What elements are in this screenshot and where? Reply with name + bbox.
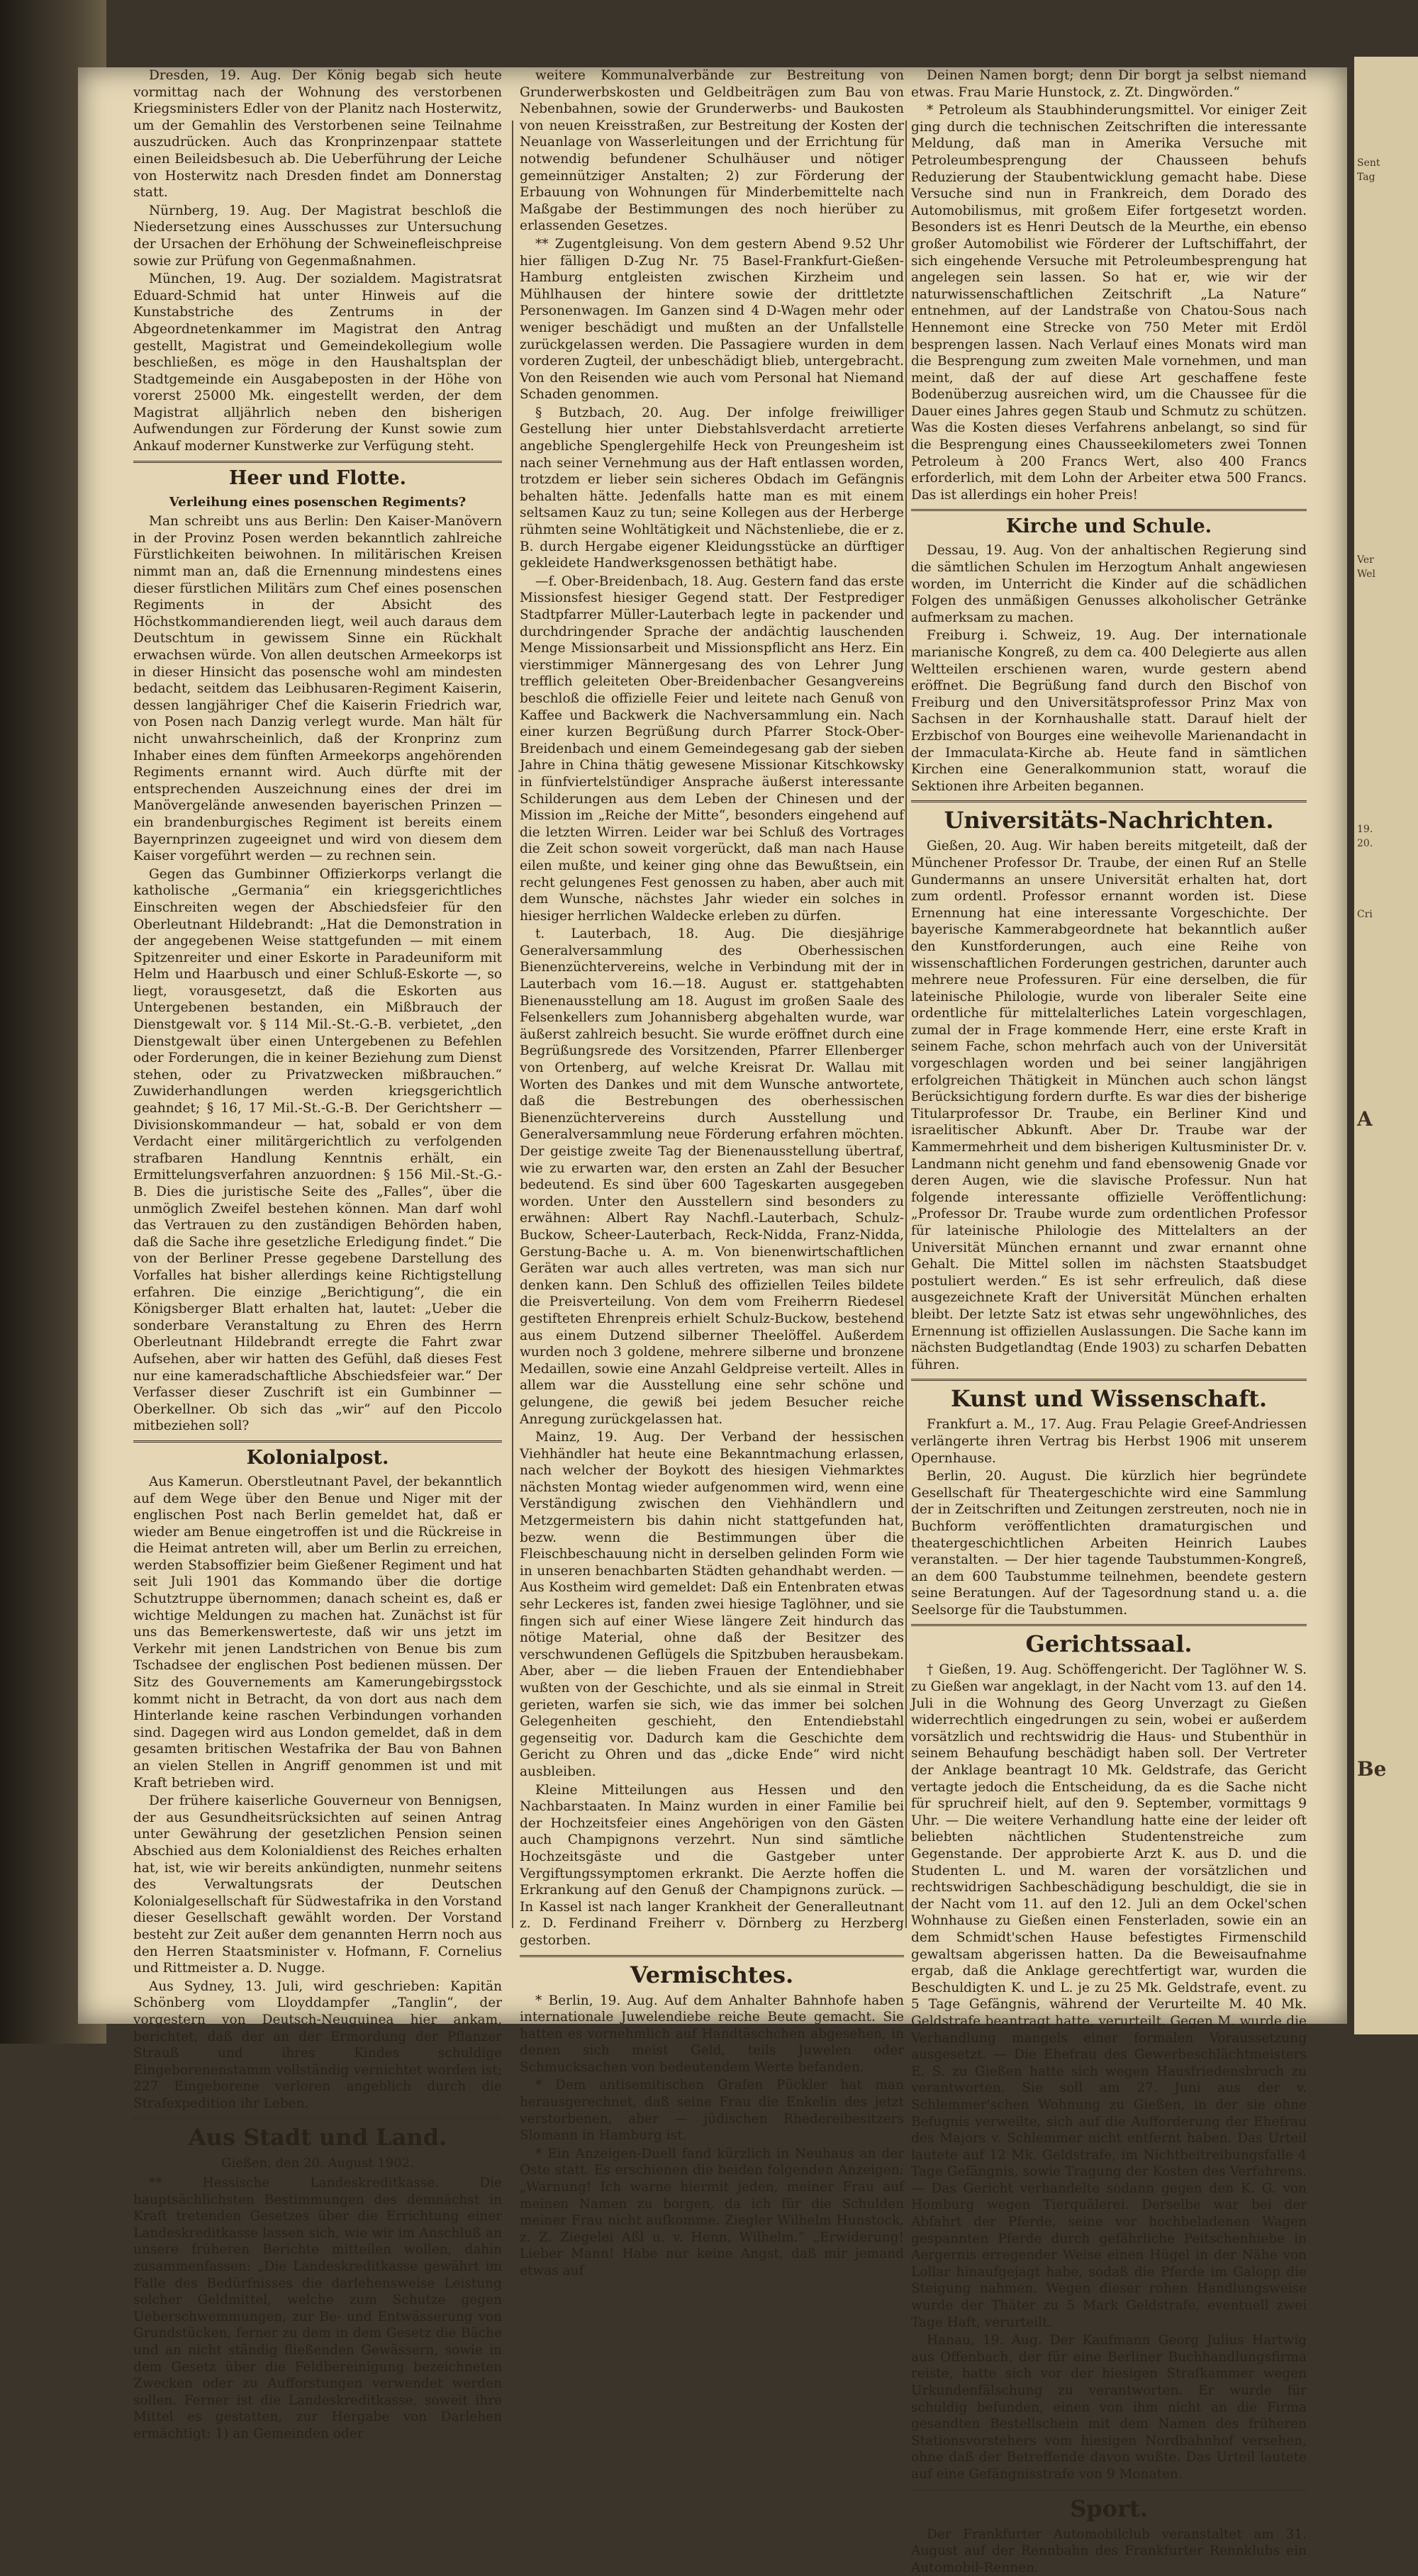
column-1 — [133, 67, 502, 2441]
article-text: Berlin, 20. August. Die kürzlich hier begründete Gesellschaft für Theatergeschichte wird eine Sammlung der in Zeitschriften und Zeitungen zerstreuten, noch nie in Buchform veröffentlichten dramaturgischen und theatergeschichtlichen Arbeiten Heinrich Laubes veranstalten. — Der hier tagende Taubstummen-Kongreß, an dem 600 Taubstumme teilnehmen, beendete gestern seine Beratungen. Auf der Tagesordnung stand u. a. die Seelsorge für die Taubstummen. — [911, 1469, 1307, 1618]
article-text: Frankfurt a. M., 17. Aug. Frau Pelagie Greef-Andriessen verlängerte ihren Vertrag bis Herbst 1906 mit unserem Opernhause. — [911, 1417, 1307, 1466]
margin-fragment: Wel — [1357, 569, 1376, 580]
article-text: Dessau, 19. Aug. Von der anhaltischen Regierung sind die sämtlichen Schulen im Herzogtum Anhalt angewiesen worden, im Unterricht die Kinder auf die schädlichen Folgen des unmäßigen Genusses alkoholischer Getränke aufmerksam zu machen. — [911, 543, 1307, 625]
article-text: Mainz, 19. Aug. Der Verband der hessischen Viehhändler hat heute eine Bekanntmachung erlassen, nach welcher der Boykott des hiesigen Viehmarktes nächsten Montag wieder aufgenommen wird, wenn eine Verständigung zwischen den Viehhändlern und Metzgermeistern bis dahin nicht stattgefunden hat, bezw. wenn die Bestimmungen über die Fleischbeschauung nicht in derselben gelinden Form wie in unseren benachbarten Städten gehandhabt werden. — Aus Kostheim wird gemeldet: Daß ein Entenbraten etwas sehr Leckeres ist, fanden zwei hiesige Taglöhner, und sie fingen sich auf einer Wiese längere Zeit hindurch das nötige Material, ohne daß der Besitzer des verschwundenen Geflügels die Spitzbuben herausbekam. Aber, aber — die lieben Frauen der Entendiebhaber wußten von der Geschichte, und als sie einmal in Streit gerieten, warfen sie sich, wie das immer bei solchen Gelegenheiten geschieht, den Entendiebstahl gegenseitig vor. Dadurch kam die Geschichte dem Gericht zu Ohren und das „dicke Ende“ wird nicht ausbleiben. — [520, 1430, 904, 1779]
article-text: Deinen Namen borgt; denn Dir borgt ja selbst niemand etwas. Frau Marie Hunstock, z. Zt. Dingwörden.“ — [911, 68, 1307, 100]
article-text: * Dem antisemitischen Grafen Pückler hat man herausgerechnet, daß seine Frau die Enkelin des jetzt verstorbenen, aber — jüdischen Rhedereibesitzers Slomann in Hamburg ist. — [520, 2078, 904, 2144]
article-text: * Ein Anzeigen-Duell fand kürzlich in Neuhaus an der Oste statt. Es erschienen die beiden folgenden Anzeigen: „Warnung! Ich warne hiermit jeden, meiner Frau auf meinen Namen zu borgen, da ich für die Schulden meiner Frau nicht aufkomme. Ziegler Wilhelm Hunstock, z. Z. Ziegelei Aßl u. v. Henn, Wilhelm.“ „Erwiderung! Lieber Mann! Habe nur keine Angst, daß mir jemand etwas auf — [520, 2146, 904, 2278]
article-text: * Berlin, 19. Aug. Auf dem Anhalter Bahnhofe haben internationale Juwelendiebe reiche Beute gemacht. Sie hatten es vornehmlich auf Handtäschchen abgesehen, in denen sich meist Geld, teils Juwelen oder Schmucksachen von bedeutendem Werte befanden. — [520, 1993, 904, 2075]
margin-fragment: Sent — [1357, 157, 1380, 169]
adjacent-page-edge — [1354, 57, 1418, 2034]
article-text: Gegen das Gumbinner Offizierkorps verlangt die katholische „Germania“ ein kriegsgerichtliches Einschreiten wegen der Abschiedsfeier für den Oberleutnant Hildebrandt: „Hat die Demonstration in der angegebenen Weise stattgefunden — mit einem Spitzenreiter und einer Eskorte in Paradeuniform mit Helm und Haarbusch und einer Schluß-Eskorte —, so liegt, vorausgesetzt, daß die Eskorten aus Untergebenen bestanden, ein Mißbrauch der Dienstgewalt vor. § 114 Mil.-St.-G.-B. verbietet, „den Dienstgewalt über einen Untergebenen zu Befehlen oder Forderungen, die in keiner Beziehung zum Dienst stehen, oder zu Privatzwecken mißbrauchen.“ Zuwiderhandlungen werden kriegsgerichtlich geahndet; § 16, 17 Mil.-St.-G.-B. Der Gerichtsherr — Divisionskommandeur — hat, sobald er von dem Verdacht einer militärgerichtlich zu verfolgenden strafbaren Handlung Kenntnis erhält, ein Ermittelungsverfahren anzuordnen: § 156 Mil.-St.-G.-B. Dies die juristische Seite des „Falles“, über die unmöglich Zweifel bestehen können. Man darf wohl das Vertrauen zu den zuständigen Behörden haben, daß die Sache ihre gesetzliche Erledigung findet.“ Die von der Berliner Presse gegebene Darstellung des Vorfalles hat bisher allerdings keine Richtigstellung erfahren. Die einzige „Berichtigung“, die ein Königsberger Blatt erhalten hat, lautet: „Ueber die sonderbare Veranstaltung zu Ehren des Herrn Oberleutnant Hildebrandt erregte die Fahrt zwar Aufsehen, aber wir hatten des Gefühl, daß dieses Fest nur eine kameradschaftliche Abschiedsfeier war.“ Der Verfasser dieser Zuschrift ist ein Gumbinner — Oberkellner. Ob sich das „wir“ auf den Piccolo mitbeziehen soll? — [133, 866, 502, 1434]
margin-fragment: Ver — [1357, 554, 1374, 566]
section-heading: Heer und Flotte. — [133, 461, 502, 491]
article-dresden: Dresden, 19. Aug. Der König begab sich heute vormittag nach der Wohnung des verstorbenen Kriegsministers Edler von der Planitz nach Hosterwitz, um der Gemahlin des Verstorbenen seine Teilnahme auszudrücken. Auch das Kronprinzenpaar stattete einen Beileidsbesuch ab. Die Ueberführung der Leiche von Hosterwitz nach Dresden findet am Donnerstag statt. — [133, 68, 502, 201]
article-text: Der Frankfurter Automobilclub veranstaltet am 31. August auf der Rennbahn des Frankfurter Rennklubs ein Automobil-Rennen. — [911, 2526, 1307, 2575]
article-text: weitere Kommunalverbände zur Bestreitung von Grunderwerbskosten und Geldbeiträgen zum Bau von Nebenbahnen, sowie der Grunderwerbs- und Baukosten von neuen Kreisstraßen, zur Bestreitung der Kosten der Neuanlage von Wasserleitungen und der Errichtung für notwendig befundener Schulhäuser und nötiger gemeinnütziger Anstalten; 2) zur Förderung der Erbauung von Wohnungen für Minderbemittelte nach Maßgabe der Bestimmungen des noch hierüber zu erlassenden Gesetzes. — [520, 68, 904, 234]
article-text: t. Lauterbach, 18. Aug. Die diesjährige Generalversammlung des Oberhessischen Bienenzüchtervereins, welche in Verbindung mit der in Lauterbach vom 16.—18. August er. stattgehabten Bienenausstellung am 18. August im großen Saale des Felsenkellers zum Johannisberg abgehalten wurde, war äußerst zahlreich besucht. Sie wurde eröffnet durch eine Begrüßungsrede des Vorsitzenden, Pfarrer Ellenberger von Ortenberg, auf welche Kreisrat Dr. Wallau mit Worten des Dankes und mit dem Wunsche antwortete, daß die Bestrebungen des oberhessischen Bienenzüchtervereins durch Ausstellung und Generalversammlung neue Förderung erfahren möchten. Der geistige zweite Tag der Bienenausstellung übertraf, wie zu erwarten war, den ersten an Zahl der Besucher bedeutend. Es sind über 600 Tageskarten ausgegeben worden. Unter den Ausstellern sind besonders zu erwähnen: Albert Ray Nachfl.-Lauterbach, Schulz-Buckow, Scheer-Lauterbach, Reck-Nidda, Franz-Nidda, Gerstung-Bache u. A. m. Von bienenwirtschaftlichen Geräten war auch alles vertreten, was man sich nur denken kann. Den Schluß des offiziellen Teiles bildete die Preisverteilung. Von dem vom Freiherrn Riedesel gestifteten Ehrenpreis erhielt Schulz-Buckow, bestehend aus einem Dutzend silberner Theelöffel. Außerdem wurden noch 3 goldene, mehrere silberne und bronzene Medaillen, sowie eine Anzahl Geldpreise verteilt. Alles in allem war die Ausstellung eine sehr schöne und gelungene, die gewiß bei jedem Besucher reiche Anregung zurückgelassen hat. — [520, 926, 904, 1427]
article-text: Aus Sydney, 13. Juli, wird geschrieben: Kapitän Schönberg vom Lloyddampfer „Tanglin“, der vorgestern von Deutsch-Neuguinea hier ankam, berichtet, daß der an der Ermordung der Pflanzer Strauß und ihres Kindes schuldige Eingeborenenstamm vollständig vernichtet worden ist; 227 Eingeborene verloren angeblich durch die Strafexpedition ihr Leben. — [133, 1978, 502, 2111]
margin-fragment: Cri — [1357, 909, 1373, 920]
article-text: Aus Kamerun. Oberstleutnant Pavel, der bekanntlich auf dem Wege über den Benue und Niger mit der englischen Post nach Berlin gemeldet hat, daß er wieder am Benue eingetroffen ist und die Rückreise in die Heimat antreten will, aber um Berlin zu erreichen, werden Stabsoffizier beim Gießener Regiment und hat seit Juli 1901 das Kommando über die dortige Schutztruppe übernommen; danach scheint es, daß er wichtige Meldungen zu machen hat. Zunächst ist für uns das Bemerkenswerteste, daß wir uns jetzt im Verkehr mit jenen Landstrichen von Benue bis zum Tschadsee der englischen Post bedienen müssen. Der Sitz des Gouvernements am Kamerungebirgsstock kommt nicht in Betracht, da von dort aus nach dem Hinterlande keine raschen Verbindungen vorhanden sind. Dagegen wird aus London gemeldet, daß in dem gesamten britischen Westafrika der Bau von Bahnen an vielen Stellen in Angriff genommen ist und mit Kraft betrieben wird. — [133, 1474, 502, 1791]
article-text: ** Hessische Landeskreditkasse. Die hauptsächlichsten Bestimmungen des demnächst in Kraft tretenden Gesetzes über die Errichtung einer Landeskreditkasse lassen sich, wie wir im Anschluß an unsere früheren Berichte mitteilen wollen, dahin zusammenfassen: „Die Landeskreditkasse gewährt im Falle des Bedürfnisses die darlehensweise Leistung solcher Geldmittel, welche zum Schutze gegen Ueberschwemmungen, zur Be- und Entwässerung von Grundstücken, ferner zu dem in dem Gesetz die Bäche und an nicht ständig fließenden Gewässern, sowie in dem Gesetz über die Feldbereinigung bezeichneten Zwecken oder zu Aufforstungen verwendet werden sollen. Ferner ist die Landeskreditkasse, soweit ihre Mittel es gestatten, zur Hergabe von Darlehen ermächtigt: 1) an Gemeinden oder — [133, 2175, 502, 2441]
article-text: Man schreibt uns aus Berlin: Den Kaiser-Manövern in der Provinz Posen werden bekanntlich zahlreiche Fürstlichkeiten beiwohnen. In militärischen Kreisen nimmt man an, daß die Ernennung mindestens eines dieser fürstlichen Militärs zum Chef eines posenschen Regiments in der Absicht des Höchstkommandierenden liegt, weil auch daraus dem Deutschtum in gewissem Sinne ein Rückhalt erwachsen würde. Von allen deutschen Armeekorps ist in dieser Hinsicht das posensche wohl am mindesten bedacht, seitdem das Leibhusaren-Regiment Kaiserin, dessen langjähriger Chef die Kaiserin Friedrich war, von Posen nach Danzig verlegt wurde. Man hält für nicht unwahrscheinlich, daß der Kronprinz zum Inhaber eines dem fünften Armeekorps angehörenden Regiments ernannt wird. Auch dürfte mit der entsprechenden Auszeichnung eines der drei im Manövergelände anwesenden bayerischen Prinzen — ein brandenburgisches Regiment ist bereits einem Bayernprinzen zugeeignet und wird von diesem dem Kaiser vorgeführt werden — zu rechnen sein. — [133, 514, 502, 864]
article-text: Gießen, 20. Aug. Wir haben bereits mitgeteilt, daß der Münchener Professor Dr. Traube, der einen Ruf an Stelle Gundermanns an unsere Universität erhalten hat, dort zum ordentl. Professor ernannt worden ist. Diese Ernennung hat eine interessante Vorgeschichte. Der bayerische Kammerabgeordnete hat bekanntlich außer den Kunstforderungen, auch eine Reihe von wissenschaftlichen Forderungen gestrichen, darunter auch mehrere neue Professuren. Für eine derselben, die für lateinische Philologie, wurde von liberaler Seite eine ordentliche für mittelalterliches Latein vorgeschlagen, zumal der in Frage kommende Herr, eine erste Kraft in seinem Fache, schon mehrfach auch von der Universität vorgeschlagen worden und bei seiner langjährigen erfolgreichen Thätigkeit in München auch schon längst Berücksichtigung fordern durfte. Es war dies der bisherige Titularprofessor Dr. Traube, ein Berliner Kind und israelitischer Abkunft. Aber Dr. Traube war der Kammermehrheit und dem bisherigen Kultusminister Dr. v. Landmann nicht genehm und fand ebensowenig Gnade vor deren Augen, wie die slavische Professur. Nun hat folgende interessante offizielle Veröffentlichung: „Professor Dr. Traube wurde zum ordentlichen Professor für lateinische Philologie des Mittelalters an der Universität München ernannt und zwar ernannt ohne Gehalt. Die Mittel sollen im nächsten Staatsbudget postuliert werden.“ Es ist sehr erfreulich, daß diese ausgezeichnete Kraft der Universität München erhalten bleibt. Der letzte Satz ist etwas sehr ungewöhnliches, des Ernennung ist offiziellen Auslassungen. Die Sache kann im nächsten Budgetlandtag (Ende 1903) zu scharfen Debatten führen. — [911, 839, 1307, 1372]
column-3 — [911, 67, 1307, 2575]
article-text: § Butzbach, 20. Aug. Der infolge freiwilliger Gestellung hier unter Diebstahlsverdacht arretierte angebliche Spenglergehilfe Heck von Preungesheim ist nach seiner Vernehmung aus der Haft entlassen worden, trotzdem er lieber sein sicheres Obdach im Gefängnis behalten hätte. Jedenfalls hatte man es mit einem seltsamen Kauz zu tun; seine Kollegen aus der Herberge rühmten seine Wohltätigkeit und Nächstenliebe, die er z. B. durch Hergabe eigener Kleidungsstücke an dürftiger gekleidete Handwerksgenossen bethätigt habe. — [520, 405, 904, 571]
article-text: ** Zugentgleisung. Von dem gestern Abend 9.52 Uhr hier fälligen D-Zug Nr. 75 Basel-Frankfurt-Gießen-Hamburg entgleisten zwischen Kirzheim und Mühlhausen der hintere sowie der drittletzte Personenwagen. Im Ganzen sind 4 D-Wagen mehr oder weniger beschädigt und mußten an der Unfallstelle zurückgelassen werden. Die Passagiere wurden in dem vorderen Zugteil, der unbeschädigt blieb, untergebracht. Von den Reisenden wie auch vom Personal hat Niemand Schaden genommen. — [520, 236, 904, 403]
article-text: Hanau, 19. Aug. Der Kaufmann Georg Julius Hartwig aus Offenbach, der für eine Berliner Buchhandlungsfirma reiste, hatte sich vor der hiesigen Strafkammer wegen Urkundenfälschung zu verantworten. Er wurde für schuldig befunden, einen von ihm nicht an die Firma gesandten Bestellschein mit dem Namen des früheren Stationsvorstehers vom hiesigen Nordbahnhof versehen, ohne daß der Betreffende davon wußte. Das Urteil lautete auf eine Gefängnisstrafe von 9 Monaten. — [911, 2333, 1307, 2482]
article-muenchen: München, 19. Aug. Der sozialdem. Magistratsrat Eduard-Schmid hat unter Hinweis auf die Kunstabstriche des Zentrums in der Abgeordnetenkammer im Magistrat den Antrag gestellt, Magistrat und Gemeindekollegium wolle beschließen, es möge in den Haushaltsplan der Stadtgemeinde ein Ausgabeposten in der Höhe von vorerst 25000 Mk. eingestellt werden, der dem Magistrat alljährlich neben den bisherigen Aufwendungen zur Förderung der Kunst sowie zum Ankauf moderner Kunstwerke zur Verfügung steht. — [133, 271, 502, 454]
dateline: Gießen, den 20. August 1902. — [221, 2156, 414, 2171]
section-heading: Aus Stadt und Land. — [133, 2117, 502, 2152]
margin-fragment: Be — [1357, 1757, 1387, 1781]
section-heading: Vermischtes. — [520, 1955, 904, 1990]
article-text: † Gießen, 19. Aug. Schöffengericht. Der Taglöhner W. S. zu Gießen war angeklagt, in der Nacht vom 13. auf den 14. Juli in die Wohnung des Georg Unverzagt zu Gießen widerrechtlich eingedrungen zu sein, wobei er außerdem vorsätzlich und rechtswidrig die Haus- und Stubenthür in seinem Behaufung beschädigt haben soll. Der Vertreter der Anklage beantragt 10 Mk. Geldstrafe, das Gericht vertagte jedoch die Entscheidung, da es die Sache nicht für spruchreif hielt, auf den 9. September, vormittags 9 Uhr. — Die weitere Verhandlung hatte eine der leider oft beliebten nächtlichen Studentenstreiche zum Gegenstande. Der approbierte Arzt K. aus D. und die Studenten L. und M. waren der vorsätzlichen und rechtswidrigen Sachbeschädigung beschuldigt, die sie in der Nacht vom 11. auf den 12. Juli an dem Ockel'schen Wohnhause zu Gießen einen Fensterladen, sowie ein an dem Schmidt'schen Hause befestigtes Firmenschild gewaltsam abgerissen hatten. Da die Beweisaufnahme ergab, daß die Anklage gerechtfertigt war, wurden die Beschuldigten K. und L. je zu 25 Mk. Geldstrafe, event. zu 5 Tage Gefängnis, während der Verurteilte M. 40 Mk. Geldstrafe beantragt hatte, verurteilt. Gegen M. wurde die Verhandlung mangels einer formalen Voraussetzung ausgesetzt. — Die Ehefrau des Gewerbeschlächtmeisters E. S. zu Gießen hatte sich wegen Hausfriedensbruch zu verantworten. Sie soll am 27. Juni aus der v. Schlemmer'schen Wohnung zu Gießen, in der sie ohne Befugnis verweilte, sich auf die Aufforderung der Ehefrau des Majors v. Schlemmer nicht entfernt haben. Das Urteil lautete auf 12 Mk. Geldstrafe, im Nichtbeitreibungsfalle 4 Tage Gefängnis, sowie Tragung der Kosten des Verfahrens. — Das Gericht verhandelte sodann gegen den K. G. von Homburg wegen Tierquälerei. Derselbe war bei der Abfahrt der Pferde, seine vor hochbeladenen Wagen gespannten Pferde durch gefährliche Peitschenhiebe in Aergernis erregender Weise einen Hügel in der Nähe von Lollar hinaufgejagt habe, sodaß die Pferde im Galopp die Steigung nahmen. Wegen dieser rohen Handlungsweise wurde der Thäter zu 5 Mark Geldstrafe, eventuell zwei Tage Haft, verurteilt. — [911, 1662, 1307, 2330]
column-2 — [520, 67, 904, 2278]
section-heading: Universitäts-Nachrichten. — [911, 800, 1307, 835]
section-heading: Kolonialpost. — [133, 1440, 502, 1471]
article-text: Der frühere kaiserliche Gouverneur von Bennigsen, der aus Gesundheitsrücksichten auf seinen Antrag unter Gewährung der gesetzlichen Pension seinen Abschied aus dem Kolonialdienst des Reiches erhalten hat, ist, wie wir bereits ankündigten, nunmehr seitens des Verwaltungsrats der Deutschen Kolonialgesellschaft für Südwestafrika in den Vorstand dieser Gesellschaft gewählt worden. Der Vorstand besteht zur Zeit außer dem genannten Herrn noch aus den Herren Staatsminister v. Hofmann, F. Cornelius und Rittmeister a. D. Nugge. — [133, 1793, 502, 1976]
section-heading: Kirche und Schule. — [911, 509, 1307, 539]
margin-fragment: 19. — [1357, 824, 1373, 835]
column-rule — [905, 121, 907, 1928]
section-heading: Kunst und Wissenschaft. — [911, 1379, 1307, 1413]
margin-fragment: Tag — [1357, 172, 1375, 183]
section-heading: Sport. — [911, 2489, 1307, 2524]
article-text: —f. Ober-Breidenbach, 18. Aug. Gestern fand das erste Missionsfest hiesiger Gegend statt. Der Festprediger Stadtpfarrer Müller-Lauterbach legte in packender und durchdringender Sprache der andächtig lauschenden Menge Missionsarbeit und Missionspflicht ans Herz. Ein vierstimmiger Männergesang des von Lehrer Jung trefflich geleiteten Ober-Breidenbacher Gesangvereins beschloß die offizielle Feier und leitete nach Genuß von Kaffee und Backwerk die Nachversammlung ein. Nach einer kurzen Begrüßung durch Pfarrer Stock-Ober-Breidenbach und einem Gemeindegesang gab der sieben Jahre in China thätig gewesene Missionar Kitschkowsky in fünfviertelstündiger Ansprache äußerst interessante Schilderungen aus dem Leben der Chinesen und der Mission im „Reiche der Mitte“, besonders eingehend auf die letzten Wirren. Leider war bei Schluß des Vortrages die Zeit schon soweit vorgerückt, daß man nach Hause eilen mußte, und keiner ging ohne das Bewußtsein, ein recht gelungenes Fest genossen zu haben, aber auch mit dem Wunsche, nächstes Jahr wieder ein solches in hiesiger herrlichen Waldecke erleben zu dürfen. — [520, 573, 904, 924]
margin-fragment: A — [1357, 1107, 1373, 1131]
article-subheading: Verleihung eines posenschen Regiments? — [169, 494, 467, 510]
article-text: Kleine Mitteilungen aus Hessen und den Nachbarstaaten. In Mainz wurden in einer Familie bei der Hochzeitsfeier eines Angehörigen von den Gästen auch Champignons verzehrt. Nun sind sämtliche Hochzeitsgäste und die Gastgeber unter Vergiftungssymptomen erkrankt. Die Aerzte hoffen die Erkrankung auf den Genuß der Champignons zurück. — In Kassel ist nach langer Krankheit der Generalleutnant z. D. Ferdinand Freiherr v. Dörnberg zu Herzberg gestorben. — [520, 1782, 904, 1948]
article-text: Freiburg i. Schweiz, 19. Aug. Der internationale marianische Kongreß, zu dem ca. 400 Delegierte aus allen Weltteilen erschienen waren, wurde gestern abend eröffnet. Die Begrüßung fand durch den Bischof von Freiburg und den Universitätsprofessor Prinz Max von Sachsen in der Kornhaushalle statt. Darauf hielt der Erzbischof von Bourges eine weihevolle Marienandacht in der Immaculata-Kirche ab. Heute fand in sämtlichen Kirchen eine Generalkommunion statt, worauf die Sektionen ihre Arbeiten begannen. — [911, 628, 1307, 794]
article-nuernberg: Nürnberg, 19. Aug. Der Magistrat beschloß die Niedersetzung eines Ausschusses zur Untersuchung der Ursachen der Erhöhung der Schweinefleischpreise sowie zur Prüfung von Gegenmaßnahmen. — [133, 203, 502, 269]
section-heading: Gerichtssaal. — [911, 1624, 1307, 1659]
article-text: * Petroleum als Staubhinderungsmittel. Vor einiger Zeit ging durch die technischen Zeitschriften die interessante Meldung, daß man in Amerika Versuche mit Petroleumbesprengung der Chausseen behufs Reduzierung der Staubentwicklung gemacht habe. Diese Versuche sind nun in Frankreich, dem Dorado des Automobilismus, mit großem Eifer fortgesetzt worden. Besonders ist es Henri Deutsch de la Meurthe, ein ebenso großer Automobilist wie Förderer der Luftschiffahrt, der sich eingehende Versuche mit Petroleumbesprengung hat angelegen sein lassen. So hat er, wie wir der naturwissenschaftlichen Zeitschrift „La Nature“ entnehmen, auf der Landstraße von Chatou-Sous nach Hennemont eine Strecke von 750 Meter mit Erdöl besprengen lassen. Nach Verlauf eines Monats wird man die Besprengung zum zweiten Male vornehmen, und man meint, daß der auf diese Art geschaffene feste Bodenüberzug ausreichen wird, um die Chaussee für die Dauer eines Jahres gegen Staub und Schmutz zu schützen. Was die Kosten dieses Verfahrens anbelangt, so sind für die Besprengung eines Chausseekilometers zwei Tonnen Petroleum à 200 Francs Wert, also 400 Francs erforderlich, mit dem Lohn der Arbeiter etwa 500 Francs. Das ist allerdings ein hoher Preis! — [911, 103, 1307, 503]
margin-fragment: 20. — [1357, 838, 1373, 849]
column-rule — [512, 121, 513, 1928]
